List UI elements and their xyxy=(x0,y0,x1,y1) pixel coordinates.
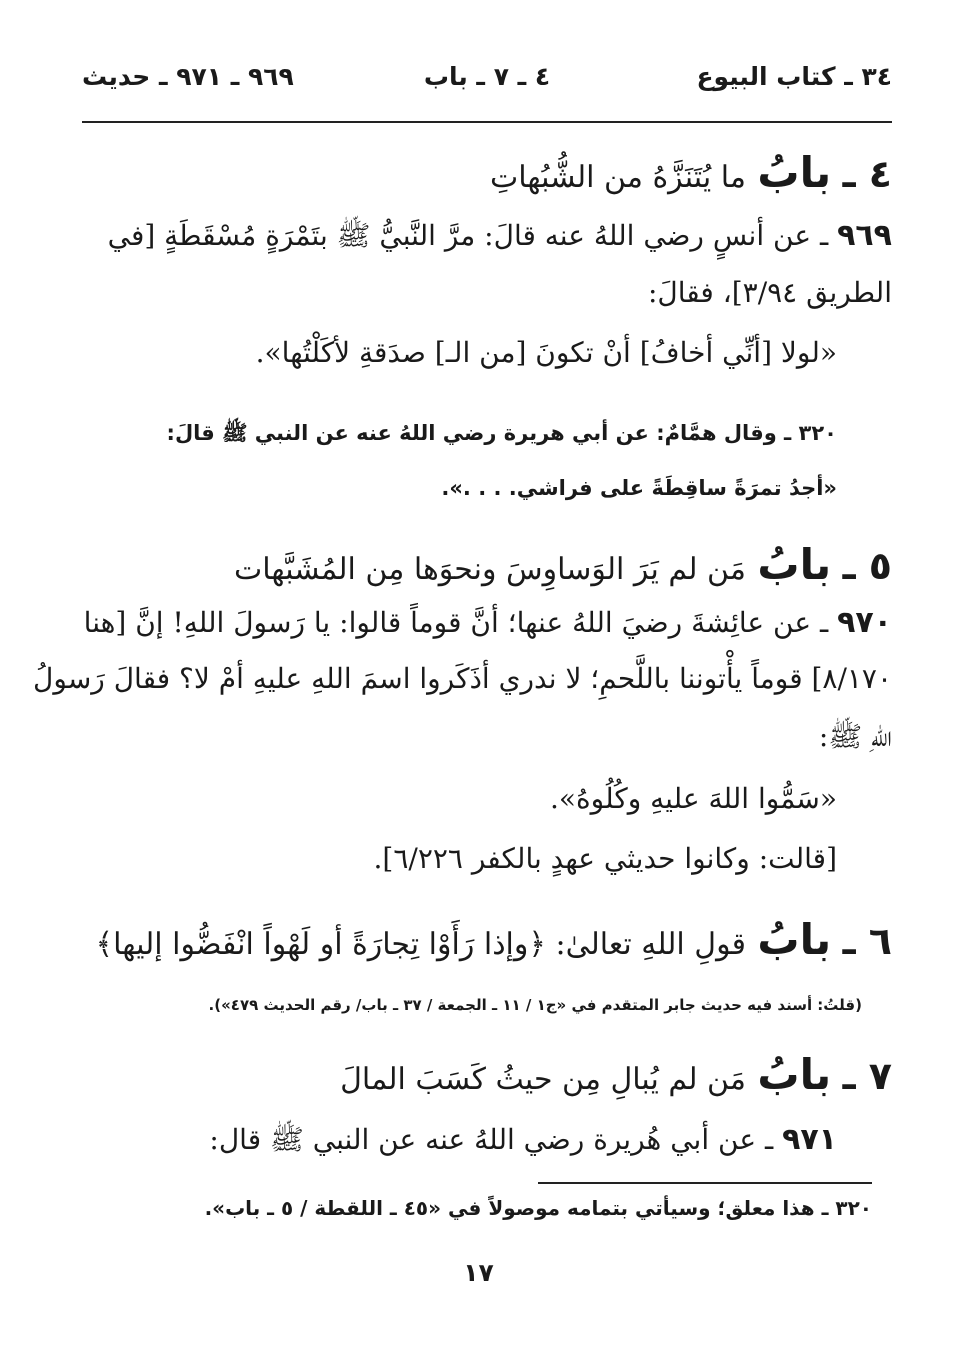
hadith-969-quote: «لولا [أنِّي أخافُ] أنْ تكونَ [من الـ] صدَقةِ لأكَلْتُها». xyxy=(255,336,837,369)
chapter-bab-word: بابُ xyxy=(757,148,832,197)
chapter-heading-5 xyxy=(70,540,892,589)
hadith-text: ـ عن عائِشةَ رضيَ اللهُ عنها؛ أنَّ قوماً قالوا: يا رَسولَ اللهِ! إنَّ [هنا xyxy=(83,606,829,639)
chapter-bab-word: بابُ xyxy=(757,1050,832,1099)
hadith-970-line-3: اللهِ ﷺ: xyxy=(818,720,892,753)
hadith-971-line-1 xyxy=(70,1122,837,1163)
chapter-heading-7 xyxy=(70,1050,892,1099)
chapter-title: قولِ اللهِ تعالىٰ: ﴿وإذا رَأَوْا تِجارَةً أو لَهْواً انْفَضُّوا إليها﴾ xyxy=(95,927,746,962)
page-number: ١٧ xyxy=(463,1258,494,1287)
chapter-number: ٥ ـ xyxy=(842,544,892,588)
chapter-title: ما يُتَنَزَّهُ من الشُّبُهاتِ xyxy=(489,160,746,195)
muallaq-320-line-2: «أجدُ تمرَةً ساقِطَةً على فراشي. . . .». xyxy=(441,476,837,500)
chapter-number: ٦ ـ xyxy=(842,919,892,963)
hadith-number: ٩٦٩ xyxy=(837,218,892,253)
muallaq-320-line-1: ٣٢٠ ـ وقال همَّامٌ: عن أبي هريرة رضي اللهُ عنه عن النبي ﷺ قالَ: xyxy=(166,421,837,445)
hadith-text: ـ عن أبي هُريرة رضي اللهُ عنه عن النبي ﷺ قال: xyxy=(209,1123,774,1156)
hadith-970-line-1 xyxy=(70,605,892,640)
hadith-number: ٩٧٠ xyxy=(837,605,892,640)
running-header xyxy=(82,62,892,102)
footnote-rule xyxy=(538,1182,872,1184)
chapter-number: ٤ ـ xyxy=(842,152,892,196)
hadith-969-line-2: الطريق ٣/٩٤]، فقالَ: xyxy=(647,276,892,309)
chapter-bab-word: بابُ xyxy=(757,540,832,589)
hadith-text: ـ عن أنسٍ رضي اللهُ عنه قالَ: مرَّ النَّبيُّ ﷺ بتَمْرَةٍ مُسْقَطَةٍ [في xyxy=(107,219,829,252)
header-rule xyxy=(82,121,892,123)
chapter-title: مَن لم يَرَ الوَساوِسَ ونحوَها مِن المُشَبَّهات xyxy=(234,552,746,587)
chapter-title: مَن لم يُبالِ مِن حيثُ كَسَبَ المالَ xyxy=(340,1062,746,1097)
editor-note: (قلتُ: أسند فيه حديث جابر المتقدم في «ج١ / ١١ ـ الجمعة / ٣٧ ـ باب/ رقم الحديث ٤٧٩»). xyxy=(208,996,862,1014)
header-hadith-range: ٩٦٩ ـ ٩٧١ ـ حديث xyxy=(82,62,294,91)
header-book-title: ٣٤ ـ كتاب البيوع xyxy=(696,62,892,91)
hadith-number: ٩٧١ xyxy=(782,1122,837,1157)
hadith-970-quote: «سَمُّوا اللهَ عليهِ وكُلُوهُ». xyxy=(549,782,837,815)
header-chapter-range: ٤ ـ ٧ ـ باب xyxy=(423,62,551,91)
chapter-number: ٧ ـ xyxy=(842,1054,892,1098)
hadith-969-line-1 xyxy=(70,218,892,259)
chapter-bab-word: بابُ xyxy=(757,915,832,964)
footnote-320: ٣٢٠ ـ هذا معلق؛ وسيأتي بتمامه موصولاً في «٤٥ ـ اللقطة / ٥ ـ باب». xyxy=(204,1196,872,1220)
hadith-970-qalat: [قالت: وكانوا حديثي عهدٍ بالكفر ٦/٢٢٦]. xyxy=(373,842,837,875)
chapter-heading-6 xyxy=(70,915,892,964)
chapter-heading-4 xyxy=(70,148,892,197)
hadith-970-line-2: ٨/١٧٠] قوماً يأْتوننا باللَّحمِ؛ لا ندري أذَكَروا اسمَ اللهِ عليهِ أمْ لا؟ فقالَ رَسولُ xyxy=(33,662,892,695)
